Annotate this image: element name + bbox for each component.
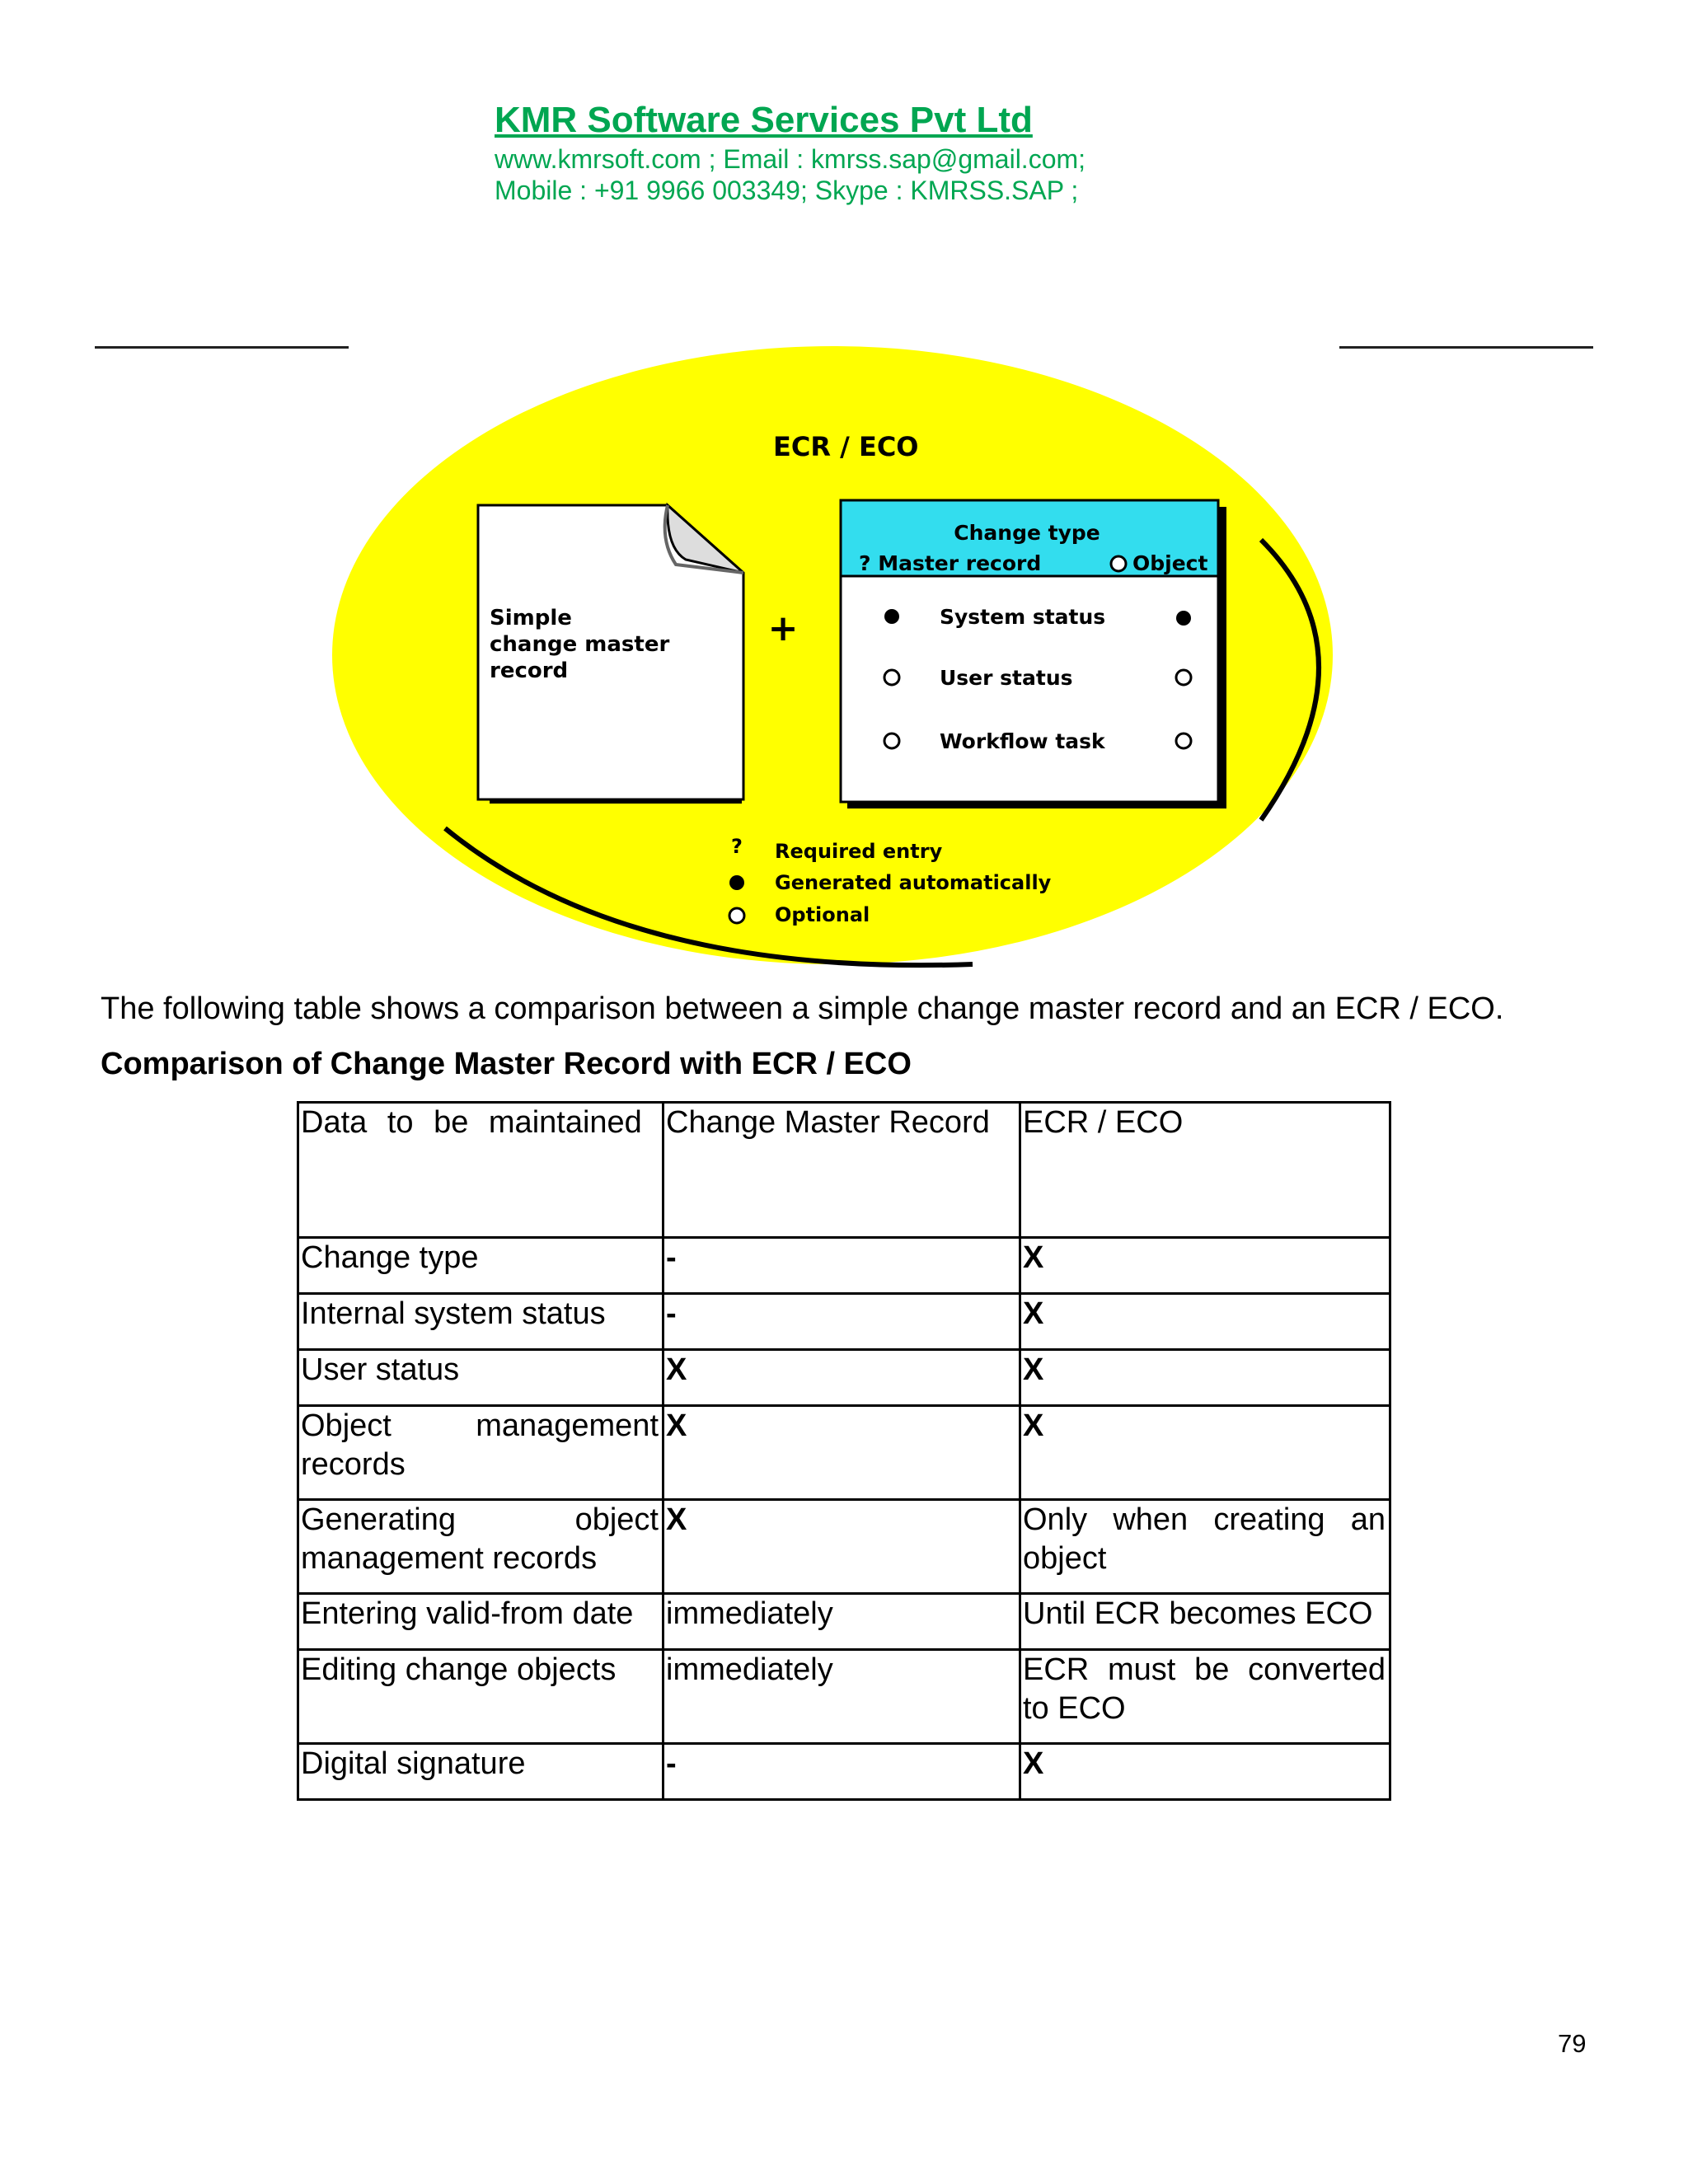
legend-required-symbol: ? (731, 835, 743, 858)
diagram-title: ECR / ECO (773, 431, 919, 462)
table-cell: - (663, 1238, 1020, 1294)
user-status-master-open-icon (884, 670, 899, 685)
table-cell: Internal system status (298, 1294, 663, 1350)
table-cell: Editing change objects (298, 1650, 663, 1744)
plus-sign: + (767, 607, 799, 649)
legend-filled-circle-icon (729, 875, 744, 890)
table-cell: X (1020, 1406, 1390, 1500)
user-status-label: User status (940, 666, 1073, 690)
table-row (298, 1350, 1390, 1406)
contact-line-web-email: www.kmrsoft.com ; Email : kmrss.sap@gmail.com; (495, 144, 1086, 174)
table-cell: Change type (298, 1238, 663, 1294)
table-cell: ECR must be converted to ECO (1020, 1650, 1390, 1744)
intro-paragraph: The following table shows a comparison between a simple change master record and an ECR / ECO. (101, 991, 1504, 1026)
table-cell: Generating object management records (298, 1500, 663, 1594)
legend-open-circle-icon (729, 908, 744, 923)
change-type-title: Change type (954, 521, 1100, 545)
rule-left (95, 346, 349, 349)
master-record-label: ? Master record (859, 551, 1042, 575)
table-cell: Object management records (298, 1406, 663, 1500)
letterhead (495, 97, 1085, 206)
object-label: Object (1132, 551, 1208, 575)
comparison-table (297, 1101, 1391, 1801)
legend-optional-label: Optional (775, 903, 870, 926)
user-status-object-open-icon (1176, 670, 1191, 685)
table-cell: X (663, 1406, 1020, 1500)
object-open-circle-icon (1111, 556, 1126, 571)
table-row (298, 1406, 1390, 1500)
legend-generated-label: Generated automatically (775, 871, 1052, 894)
header-ecr-eco: ECR / ECO (1020, 1103, 1390, 1238)
system-status-label: System status (940, 605, 1106, 629)
table-row (298, 1650, 1390, 1744)
company-name: KMR Software Services Pvt Ltd (495, 100, 1033, 140)
workflow-task-master-open-icon (884, 733, 899, 748)
system-status-object-filled-icon (1176, 611, 1191, 626)
table-cell: X (1020, 1744, 1390, 1800)
table-cell: - (663, 1744, 1020, 1800)
table-cell: - (663, 1294, 1020, 1350)
table-cell: X (663, 1500, 1020, 1594)
table-cell: X (663, 1350, 1020, 1406)
document-label-line3: record (490, 658, 569, 683)
page-number: 79 (1558, 2029, 1587, 2058)
table-header-row (298, 1103, 1390, 1238)
document-label-line1: Simple (490, 606, 572, 630)
table-row (298, 1294, 1390, 1350)
rule-right (1339, 346, 1593, 349)
header-change-master-record: Change Master Record (663, 1103, 1020, 1238)
table-cell: immediately (663, 1594, 1020, 1650)
change-type-box (841, 500, 1226, 808)
table-cell: X (1020, 1294, 1390, 1350)
contact-line-phone-skype: Mobile : +91 9966 003349; Skype : KMRSS.SAP ; (495, 176, 1079, 205)
legend-required-label: Required entry (775, 840, 943, 863)
system-status-master-filled-icon (884, 609, 899, 624)
table-row (298, 1500, 1390, 1594)
table-title: Comparison of Change Master Record with ECR / ECO (101, 1047, 912, 1081)
table-row (298, 1594, 1390, 1650)
table-row (298, 1744, 1390, 1800)
document-label-line2: change master (490, 632, 670, 657)
table-cell: Digital signature (298, 1744, 663, 1800)
table-cell: immediately (663, 1650, 1020, 1744)
workflow-task-label: Workflow task (940, 729, 1105, 753)
table-cell: X (1020, 1350, 1390, 1406)
table-cell: Only when creating an object (1020, 1500, 1390, 1594)
table-cell: Entering valid-from date (298, 1594, 663, 1650)
table-cell: User status (298, 1350, 663, 1406)
table-cell: X (1020, 1238, 1390, 1294)
table-row (298, 1238, 1390, 1294)
table-cell: Until ECR becomes ECO (1020, 1594, 1390, 1650)
header-data-to-be-maintained: Data to be maintained (298, 1103, 663, 1238)
ecr-eco-diagram (313, 334, 1352, 985)
workflow-task-object-open-icon (1176, 733, 1191, 748)
